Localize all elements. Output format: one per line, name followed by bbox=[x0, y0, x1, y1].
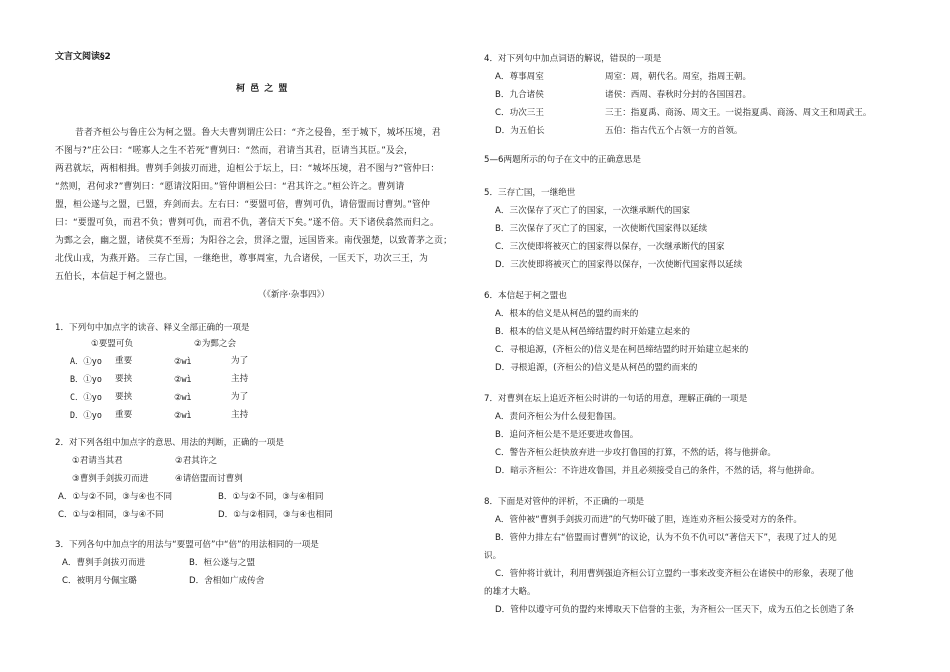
option-b-reading2: ②wì bbox=[174, 374, 192, 384]
passage-line: 盟，桓公遂与之盟，已盟，弃剑而去。左右曰：“要盟可倍，曹刿可仇，请倍盟而讨曹刿。”管仲 bbox=[55, 200, 431, 210]
option-a[interactable]: A．①与②不同，③与④也不同 bbox=[58, 492, 173, 502]
option-c[interactable]: C．①与②相同，③与④不同 bbox=[58, 510, 164, 520]
question-sub: ③曹刿手剑拔刃而进 bbox=[72, 474, 149, 484]
passage-line: 两君就坛，两相相揖。曹刿手剑拔刃而进，迫桓公于坛上，曰：“城坏压境，君不图与?”管仲曰： bbox=[55, 164, 440, 174]
question-sub: ②为鄄之会 bbox=[194, 339, 237, 349]
question-stem: 2．对下列各组中加点字的意思、用法的判断，正确的一项是 bbox=[55, 438, 284, 448]
option-c[interactable]: C．管仲将计就计，利用曹刿强迫齐桓公订立盟约一事来改变齐桓公在诸侯中的形象，表现了他 bbox=[495, 569, 854, 579]
option-c-label[interactable]: C．①yo bbox=[70, 392, 102, 402]
option-d-meaning1: 重要 bbox=[115, 410, 133, 420]
option-a[interactable]: A．责问齐桓公为什么侵犯鲁国。 bbox=[495, 412, 622, 422]
option-c[interactable]: C．被明月兮佩宝璐 bbox=[62, 576, 137, 586]
question-stem: 1．下列句中加点字的读音、释义全部正确的一项是 bbox=[55, 323, 250, 333]
option-a[interactable]: A．曹刿手剑拔刃而进 bbox=[62, 558, 146, 568]
option-b[interactable]: B．九合诸侯 bbox=[495, 90, 544, 100]
option-c-continued: 的雄才大略。 bbox=[484, 587, 536, 597]
option-b-label[interactable]: B．①yo bbox=[70, 374, 102, 384]
option-b[interactable]: B．桓公遂与之盟 bbox=[189, 558, 256, 568]
section-title: 文言文阅读§2 bbox=[55, 52, 111, 62]
question-stem: 3．下列各句中加点字的用法与“要盟可倍”中“倍”的用法相同的一项是 bbox=[55, 540, 319, 550]
group-note: 5—6两题所示的句子在文中的正确意思是 bbox=[484, 155, 642, 165]
question-stem: 6．本信起于柯之盟也 bbox=[484, 291, 567, 301]
passage-line: 为鄄之会，幽之盟，诸侯莫不至焉；为阳谷之会，贯泽之盟，远国皆来。南伐强楚，以致菁茅之贡； bbox=[55, 236, 453, 246]
passage-line: 北伐山戎，为燕开路。 三存亡国，一继绝世，尊事周室，九合诸侯，一匡天下，功次三王，为 bbox=[55, 254, 428, 264]
passage-line: “然则，君何求?”曹刿曰：“愿请汶阳田。”管仲谓桓公曰：“君其许之。”桓公许之。曹刿请 bbox=[55, 182, 405, 192]
option-c[interactable]: C．功次三王 bbox=[495, 108, 544, 118]
option-b-explain: 诸侯：西周、春秋时分封的各国国君。 bbox=[605, 90, 752, 100]
option-a[interactable]: A．尊事周室 bbox=[495, 72, 544, 82]
question-stem: 8．下面是对管仲的评析，不正确的一项是 bbox=[484, 497, 645, 507]
option-a[interactable]: A．三次保存了灭亡了的国家，一次继承断代的国家 bbox=[495, 206, 690, 216]
passage-line: 曰：“要盟可负，而君不负；曹刿可仇，而君不仇，著信天下矣。”遂不倍。天下诸侯翕然而归之。 bbox=[55, 218, 440, 228]
option-d[interactable]: D．寻根追源，(齐桓公的)信义是从柯邑的盟约而来的 bbox=[495, 363, 698, 373]
option-b[interactable]: B．①与②不同，③与④相同 bbox=[218, 492, 324, 502]
option-d[interactable]: D．暗示齐桓公：不许进攻鲁国，并且必须接受自己的条件，不然的话，将与他拼命。 bbox=[495, 466, 820, 476]
option-c-explain: 三王：指夏禹、商汤、周文王。一说指夏禹、商汤、周文王和周武王。 bbox=[605, 108, 872, 118]
passage-source: （《新序·杂事四》） bbox=[258, 290, 330, 300]
passage-line: 昔者齐桓公与鲁庄公为柯之盟。鲁大夫曹刿谓庄公曰：“齐之侵鲁，至于城下，城坏压境，君 bbox=[75, 128, 441, 138]
option-a-label[interactable]: A．①yo bbox=[70, 356, 102, 366]
option-a[interactable]: A．管仲被“曹刿手剑拔刃而进”的气势吓破了胆，连连劝齐桓公接受对方的条件。 bbox=[495, 515, 802, 525]
option-b-meaning2: 主持 bbox=[231, 374, 249, 384]
option-b[interactable]: B．管仲力排左右“倍盟而讨曹刿”的议论，认为不负不仇可以“著信天下”，表现了过人的见 bbox=[495, 533, 837, 543]
question-sub: ④请倍盟而讨曹刿 bbox=[175, 474, 243, 484]
option-a-meaning1: 重要 bbox=[115, 356, 133, 366]
option-a-reading2: ②wì bbox=[174, 356, 192, 366]
option-d-meaning2: 主持 bbox=[231, 410, 249, 420]
option-b[interactable]: B．根本的信义是从柯邑缔结盟约时开始建立起来的 bbox=[495, 327, 690, 337]
option-a[interactable]: A．根本的信义是从柯邑的盟约而来的 bbox=[495, 309, 639, 319]
option-d-label[interactable]: D．①yo bbox=[70, 410, 102, 420]
option-d-reading2: ②wì bbox=[174, 410, 192, 420]
option-c-meaning1: 要挟 bbox=[115, 392, 133, 402]
option-b-continued: 识。 bbox=[484, 551, 502, 561]
question-stem: 4．对下列句中加点词语的解说，错误的一项是 bbox=[484, 54, 662, 64]
option-d[interactable]: D．①与②相同，③与④也相同 bbox=[218, 510, 333, 520]
option-b[interactable]: B．三次保存了灭亡了的国家，一次使断代国家得以延续 bbox=[495, 224, 708, 234]
option-d[interactable]: D．舍相如广成传舍 bbox=[189, 576, 265, 586]
option-d[interactable]: D．三次使即将被灭亡的国家得以保存，一次使断代国家得以延续 bbox=[495, 260, 743, 270]
article-title: 柯 邑 之 盟 bbox=[236, 84, 289, 94]
question-stem: 5．三存亡国，一继绝世 bbox=[484, 188, 576, 198]
option-c[interactable]: C．警告齐桓公赶快放弃进一步攻打鲁国的打算，不然的话，将与他拼命。 bbox=[495, 448, 777, 458]
passage-line: 不图与?”庄公曰：“嗟寡人之生不若死”曹刿曰：“然而，君请当其君，臣请当其臣。”及会， bbox=[55, 146, 414, 156]
option-d[interactable]: D．管仲以遵守可负的盟约来博取天下信誉的主张，为齐桓公一匡天下，成为五伯之长创造了条 bbox=[495, 605, 854, 615]
option-c-meaning2: 为了 bbox=[231, 392, 249, 402]
question-sub: ①要盟可负 bbox=[91, 339, 134, 349]
option-b-meaning1: 要挟 bbox=[115, 374, 133, 384]
passage-line: 五伯长，本信起于柯之盟也。 bbox=[55, 272, 173, 282]
question-sub: ②君其许之 bbox=[175, 456, 218, 466]
question-stem: 7．对曹刿在坛上追近齐桓公时讲的一句话的用意，理解正确的一项是 bbox=[484, 394, 748, 404]
option-d-explain: 五伯：指古代五个占领一方的首领。 bbox=[605, 126, 743, 136]
option-c-reading2: ②wì bbox=[174, 392, 192, 402]
option-a-meaning2: 为了 bbox=[231, 356, 249, 366]
option-d[interactable]: D．为五伯长 bbox=[495, 126, 545, 136]
option-b[interactable]: B．追问齐桓公是不是还要进攻鲁国。 bbox=[495, 430, 639, 440]
option-c[interactable]: C．三次使即将被灭亡的国家得以保存，一次继承断代的国家 bbox=[495, 242, 725, 252]
question-sub: ①君请当其君 bbox=[72, 456, 123, 466]
option-c[interactable]: C．寻根追源，(齐桓公的)信义是在柯邑缔结盟约时开始建立起来的 bbox=[495, 345, 749, 355]
option-a-explain: 周室：周，朝代名。周室，指周王朝。 bbox=[605, 72, 752, 82]
